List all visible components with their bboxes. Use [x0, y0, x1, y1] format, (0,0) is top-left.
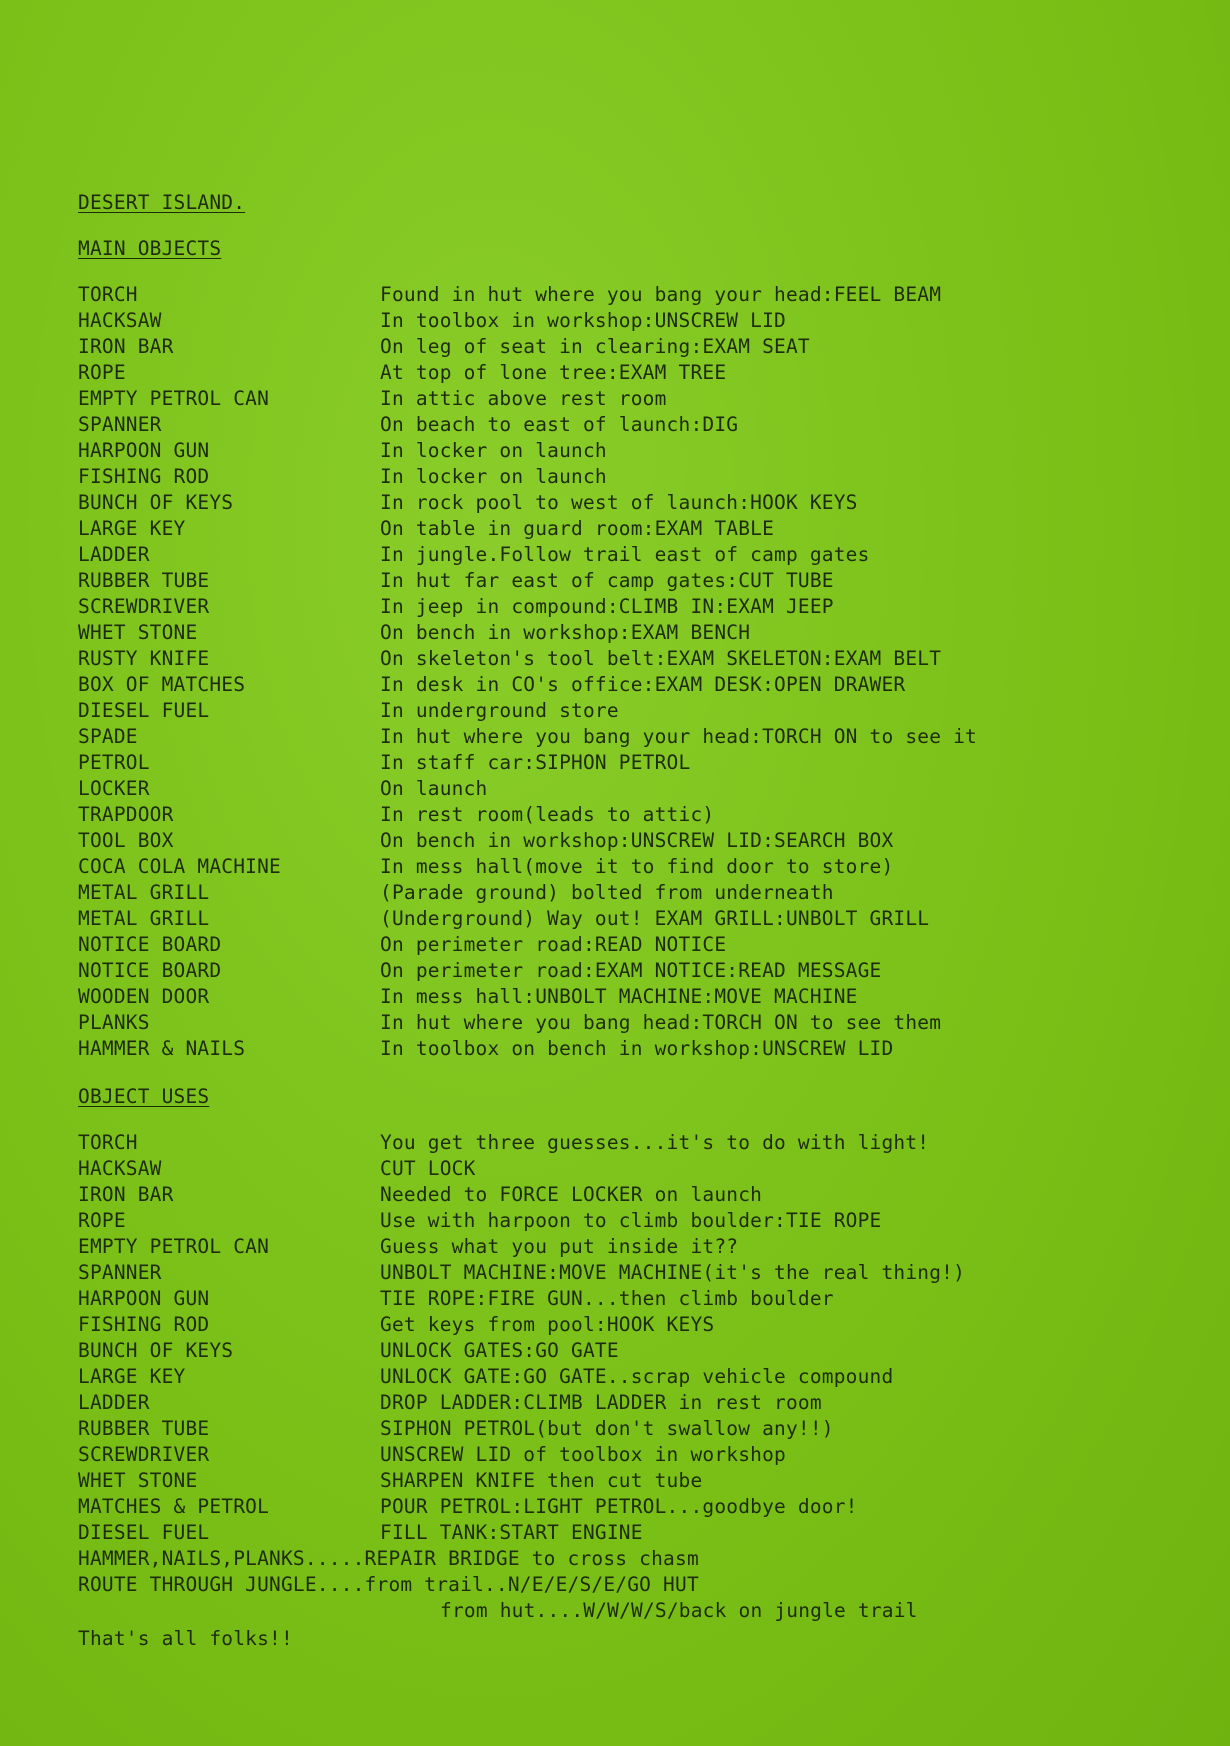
list-item [78, 568, 1198, 594]
list-item [78, 646, 1198, 672]
object-name: FISHING ROD [78, 1313, 210, 1336]
object-description: In toolbox on bench in workshop:UNSCREW LID [380, 1037, 894, 1060]
object-description: UNLOCK GATE:GO GATE..scrap vehicle compound [380, 1365, 894, 1388]
list-item [78, 984, 1198, 1010]
list-item [78, 386, 1198, 412]
main-objects-list [78, 282, 1198, 1062]
object-description: (Parade ground) bolted from underneath [380, 881, 834, 904]
footer-text: That's all folks!! [78, 1627, 293, 1650]
object-description: On perimeter road:EXAM NOTICE:READ MESSAGE [380, 959, 882, 982]
list-item [78, 906, 1198, 932]
object-name: RUSTY KNIFE [78, 647, 210, 670]
document-page [78, 190, 1198, 1652]
object-description: TIE ROPE:FIRE GUN...then climb boulder [380, 1287, 834, 1310]
list-item [78, 1364, 1198, 1390]
list-item [78, 698, 1198, 724]
object-name: RUBBER TUBE [78, 569, 210, 592]
object-name: HARPOON GUN [78, 439, 210, 462]
object-description: SIPHON PETROL(but don't swallow any!!) [380, 1417, 834, 1440]
object-description: In rest room(leads to attic) [380, 803, 715, 826]
object-name: DIESEL FUEL [78, 699, 210, 722]
list-item [78, 620, 1198, 646]
object-description: At top of lone tree:EXAM TREE [380, 361, 727, 384]
object-description: In locker on launch [380, 439, 607, 462]
list-item [78, 1520, 1198, 1546]
object-name: TORCH [78, 283, 138, 306]
list-item [78, 1468, 1198, 1494]
object-description: In hut where you bang your head:TORCH ON to see it [380, 725, 977, 748]
object-description: UNLOCK GATES:GO GATE [380, 1339, 619, 1362]
list-item [78, 490, 1198, 516]
object-name: LADDER [78, 1391, 150, 1414]
object-name: EMPTY PETROL CAN [78, 387, 270, 410]
object-description: Use with harpoon to climb boulder:TIE ROPE [380, 1209, 882, 1232]
object-name: NOTICE BOARD [78, 959, 222, 982]
list-item [78, 308, 1198, 334]
object-description: Found in hut where you bang your head:FEEL BEAM [380, 283, 942, 306]
object-name: HACKSAW [78, 309, 162, 332]
object-description: In rock pool to west of launch:HOOK KEYS [380, 491, 858, 514]
object-uses-heading: OBJECT USES [78, 1085, 210, 1108]
object-uses-list [78, 1130, 1198, 1546]
object-description: Needed to FORCE LOCKER on launch [380, 1183, 763, 1206]
list-item [78, 1338, 1198, 1364]
object-name: BUNCH OF KEYS [78, 1339, 234, 1362]
list-item [78, 776, 1198, 802]
object-name: SPADE [78, 725, 138, 748]
object-description: UNBOLT MACHINE:MOVE MACHINE(it's the real thing!) [380, 1261, 966, 1284]
list-item [78, 1234, 1198, 1260]
extra-line: ROUTE THROUGH JUNGLE....from trail..N/E/E/S/E/GO HUT [78, 1573, 699, 1596]
list-item [78, 594, 1198, 620]
extra-lines [78, 1546, 1198, 1598]
object-description: SHARPEN KNIFE then cut tube [380, 1469, 703, 1492]
list-item [78, 464, 1198, 490]
object-description: In toolbox in workshop:UNSCREW LID [380, 309, 786, 332]
object-name: METAL GRILL [78, 907, 210, 930]
list-item [78, 1156, 1198, 1182]
object-description: On bench in workshop:UNSCREW LID:SEARCH BOX [380, 829, 894, 852]
object-description: On bench in workshop:EXAM BENCH [380, 621, 751, 644]
list-item [78, 1010, 1198, 1036]
list-item [78, 282, 1198, 308]
object-name: HARPOON GUN [78, 1287, 210, 1310]
list-item [78, 1260, 1198, 1286]
list-item [78, 724, 1198, 750]
list-item [78, 360, 1198, 386]
object-name: LOCKER [78, 777, 150, 800]
list-item [78, 1036, 1198, 1062]
object-name: ROPE [78, 1209, 126, 1232]
object-name: HAMMER & NAILS [78, 1037, 246, 1060]
extra-line: HAMMER,NAILS,PLANKS.....REPAIR BRIDGE to cross chasm [78, 1547, 699, 1570]
object-name: SCREWDRIVER [78, 595, 210, 618]
object-name: METAL GRILL [78, 881, 210, 904]
object-name: BUNCH OF KEYS [78, 491, 234, 514]
document-title: DESERT ISLAND. [78, 191, 246, 214]
list-item [78, 334, 1198, 360]
object-description: Get keys from pool:HOOK KEYS [380, 1313, 715, 1336]
list-item [78, 932, 1198, 958]
list-item [78, 1286, 1198, 1312]
object-description: In desk in CO's office:EXAM DESK:OPEN DRAWER [380, 673, 906, 696]
object-name: SPANNER [78, 413, 162, 436]
list-item [78, 516, 1198, 542]
object-description: In locker on launch [380, 465, 607, 488]
list-item [78, 854, 1198, 880]
object-name: LARGE KEY [78, 1365, 186, 1388]
object-description: You get three guesses...it's to do with light! [380, 1131, 930, 1154]
object-name: WHET STONE [78, 621, 198, 644]
list-item [78, 542, 1198, 568]
object-name: MATCHES & PETROL [78, 1495, 270, 1518]
object-description: Guess what you put inside it?? [380, 1235, 739, 1258]
object-name: IRON BAR [78, 335, 174, 358]
object-name: WHET STONE [78, 1469, 198, 1492]
object-name: LARGE KEY [78, 517, 186, 540]
object-name: NOTICE BOARD [78, 933, 222, 956]
object-description: POUR PETROL:LIGHT PETROL...goodbye door! [380, 1495, 858, 1518]
object-description: (Underground) Way out! EXAM GRILL:UNBOLT GRILL [380, 907, 930, 930]
object-name: IRON BAR [78, 1183, 174, 1206]
object-description: In hut far east of camp gates:CUT TUBE [380, 569, 834, 592]
object-description: On launch [380, 777, 488, 800]
list-item [78, 958, 1198, 984]
object-name: PETROL [78, 751, 150, 774]
list-item [78, 880, 1198, 906]
object-name: PLANKS [78, 1011, 150, 1034]
object-description: In underground store [380, 699, 619, 722]
object-description: On leg of seat in clearing:EXAM SEAT [380, 335, 810, 358]
object-name: DIESEL FUEL [78, 1521, 210, 1544]
object-description: In jeep in compound:CLIMB IN:EXAM JEEP [380, 595, 834, 618]
list-item [78, 802, 1198, 828]
main-objects-heading: MAIN OBJECTS [78, 237, 222, 260]
object-name: RUBBER TUBE [78, 1417, 210, 1440]
object-name: TRAPDOOR [78, 803, 174, 826]
object-description: On perimeter road:READ NOTICE [380, 933, 727, 956]
object-name: ROPE [78, 361, 126, 384]
object-description: On skeleton's tool belt:EXAM SKELETON:EXAM BELT [380, 647, 942, 670]
object-description: In mess hall(move it to find door to store) [380, 855, 894, 878]
route-continuation: from hut....W/W/W/S/back on jungle trail [440, 1599, 918, 1622]
object-description: FILL TANK:START ENGINE [380, 1521, 643, 1544]
object-description: On table in guard room:EXAM TABLE [380, 517, 775, 540]
object-name: SCREWDRIVER [78, 1443, 210, 1466]
list-item [78, 1312, 1198, 1338]
list-item [78, 828, 1198, 854]
list-item [78, 1390, 1198, 1416]
list-item [78, 1130, 1198, 1156]
list-item [78, 1442, 1198, 1468]
object-description: DROP LADDER:CLIMB LADDER in rest room [380, 1391, 822, 1414]
list-item [78, 1494, 1198, 1520]
object-name: LADDER [78, 543, 150, 566]
object-name: TORCH [78, 1131, 138, 1154]
list-item [78, 750, 1198, 776]
object-name: TOOL BOX [78, 829, 174, 852]
list-item [78, 672, 1198, 698]
object-description: UNSCREW LID of toolbox in workshop [380, 1443, 786, 1466]
list-item [78, 412, 1198, 438]
object-name: HACKSAW [78, 1157, 162, 1180]
object-description: In staff car:SIPHON PETROL [380, 751, 691, 774]
object-description: In attic above rest room [380, 387, 667, 410]
list-item [78, 1416, 1198, 1442]
object-name: SPANNER [78, 1261, 162, 1284]
object-description: In hut where you bang head:TORCH ON to see them [380, 1011, 942, 1034]
object-description: CUT LOCK [380, 1157, 476, 1180]
object-description: In mess hall:UNBOLT MACHINE:MOVE MACHINE [380, 985, 858, 1008]
object-name: EMPTY PETROL CAN [78, 1235, 270, 1258]
list-item [78, 438, 1198, 464]
object-name: FISHING ROD [78, 465, 210, 488]
object-description: On beach to east of launch:DIG [380, 413, 739, 436]
object-description: In jungle.Follow trail east of camp gates [380, 543, 870, 566]
object-name: WOODEN DOOR [78, 985, 210, 1008]
list-item [78, 1208, 1198, 1234]
object-name: BOX OF MATCHES [78, 673, 246, 696]
list-item [78, 1182, 1198, 1208]
object-name: COCA COLA MACHINE [78, 855, 281, 878]
